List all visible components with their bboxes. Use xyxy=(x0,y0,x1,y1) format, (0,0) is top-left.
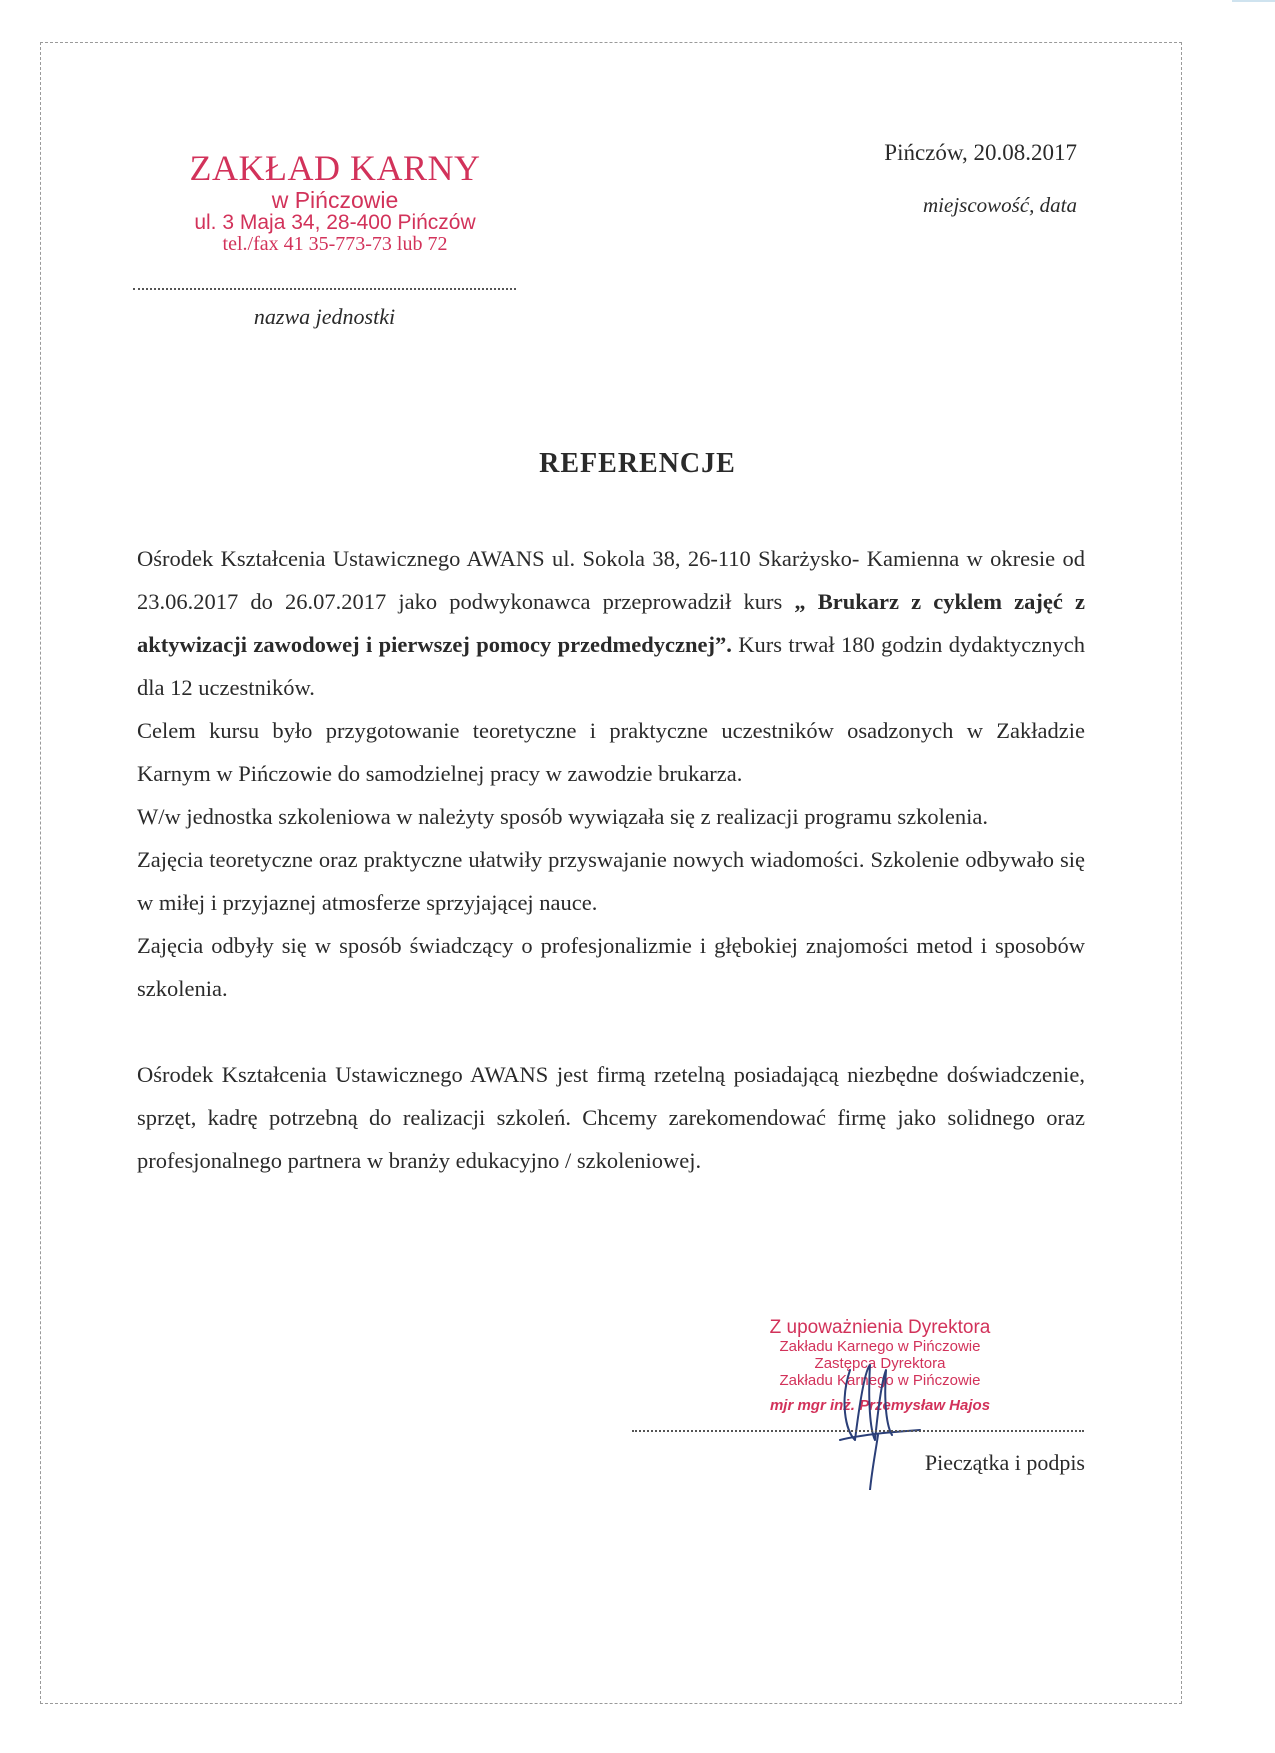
stamp-address: ul. 3 Maja 34, 28-400 Pińczów xyxy=(194,210,476,234)
handwritten-signature xyxy=(820,1340,930,1490)
paragraph xyxy=(137,537,1085,709)
stamp-name: ZAKŁAD KARNY xyxy=(189,148,481,188)
paragraph: Celem kursu było przygotowanie teoretyczne i praktyczne uczestników osadzonych w Zakładzie Karnym w Pińczowie do samodzielnej pracy w zawodzie brukarza. xyxy=(137,718,1085,786)
signature-dotted-line xyxy=(632,1430,1084,1432)
document-title: REFERENCJE xyxy=(539,448,736,479)
scan-mark xyxy=(1232,0,1275,2)
paragraph: Ośrodek Kształcenia Ustawicznego AWANS jest firmą rzetelną posiadającą niezbędne doświadczenie, sprzęt, kadrę potrzebną do realizacji szkoleń. Chcemy zarekomendować firmę jako solidnego oraz profesjonalnego partnera w branży edukacyjno / szkoleniowej. xyxy=(137,1062,1085,1173)
paragraph: Zajęcia odbyły się w sposób świadczący o profesjonalizmie i głębokiej znajomości metod i sposobów szkolenia. xyxy=(137,933,1085,1001)
signer-name: mjr mgr inż. Przemysław Hajos xyxy=(769,1397,991,1414)
paragraph-gap xyxy=(137,1010,1085,1053)
paragraph: Zajęcia teoretyczne oraz praktyczne ułatwiły przyswajanie nowych wiadomości. Szkolenie odbywało się w miłej i przyjaznej atmosferze sprzyjającej nauce. xyxy=(137,847,1085,915)
stamp-line: Zakładu Karnego w Pińczowie xyxy=(779,1372,981,1389)
stamp-line: w Pińczowie xyxy=(271,186,399,213)
stamp-line: Zastępca Dyrektora xyxy=(814,1355,946,1372)
text-span: Kurs trwał 180 godzin dydaktycznych dla 12 uczestników. xyxy=(137,632,1085,700)
unit-caption: nazwa jednostki xyxy=(253,304,396,329)
course-name: „ Brukarz z cyklem zajęć z aktywizacji zawodowej i pierwszej pomocy przedmedycznej”. xyxy=(137,589,1085,657)
signature-caption: Pieczątka i podpis xyxy=(924,1450,1085,1475)
letter-body xyxy=(137,537,1085,1182)
place-date-caption: miejscowość, data xyxy=(923,193,1077,217)
stamp-line: Z upoważnienia Dyrektora xyxy=(769,1317,991,1338)
unit-dotted-line xyxy=(133,288,516,290)
organization-stamp xyxy=(170,150,500,255)
stamp-line: Zakładu Karnego w Pińczowie xyxy=(779,1338,981,1355)
place-date: Pińczów, 20.08.2017 xyxy=(884,140,1077,165)
text-span: Ośrodek Kształcenia Ustawicznego AWANS ul. Sokola 38, 26-110 Skarżysko- Kamienna w okresie od 23.06.2017 do 26.07.2017 jako podwykonawca przeprowadził kurs xyxy=(137,546,1085,614)
stamp-phone: tel./fax 41 35-773-73 lub 72 xyxy=(222,232,448,255)
paragraph: W/w jednostka szkoleniowa w należyty sposób wywiązała się z realizacji programu szkolenia. xyxy=(137,804,988,829)
